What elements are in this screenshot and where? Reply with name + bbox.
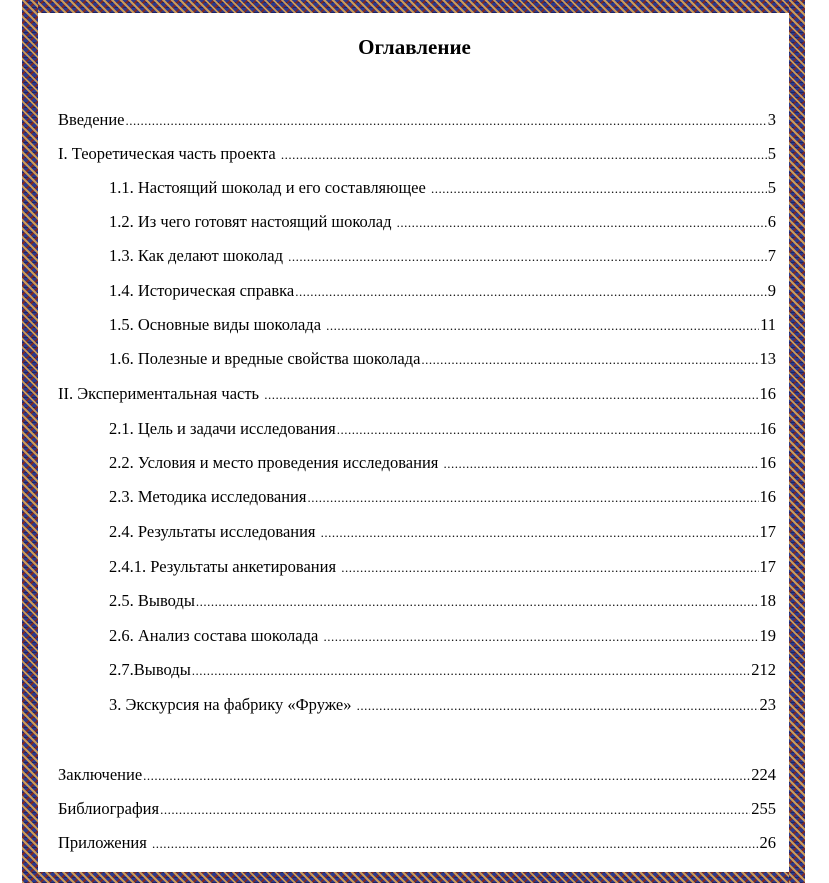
toc-entry-page: 16 [759, 453, 776, 472]
toc-entry-page: 16 [759, 384, 776, 403]
toc-entry-2-3 [109, 486, 776, 508]
toc-entry-label: 1.5. Основные виды шоколада [109, 315, 326, 334]
toc-entry-1-2 [109, 211, 776, 233]
toc-entry-label: 2.2. Условия и место проведения исследования [109, 453, 443, 472]
toc-entry-1-1 [109, 177, 776, 199]
toc-leader-dots [160, 799, 750, 821]
toc-entry-page: 255 [751, 799, 776, 818]
toc-entry-label: 2.6. Анализ состава шоколада [109, 626, 323, 645]
toc-entry-label: 2.5. Выводы [109, 591, 195, 610]
toc-leader-dots [192, 660, 750, 682]
toc-entry-introduction [58, 109, 776, 131]
toc-entry-label: 2.3. Методика исследования [109, 487, 307, 506]
toc-entry-page: 19 [759, 626, 776, 645]
toc-entry-label: I. Теоретическая часть проекта [58, 144, 280, 163]
toc-leader-dots [143, 765, 750, 787]
toc-entry-page: 17 [759, 557, 776, 576]
toc-entry-1-6 [109, 348, 776, 370]
toc-entry-label: 2.7.Выводы [109, 660, 191, 679]
toc-leader-dots [321, 522, 759, 544]
toc-entry-label: Библиография [58, 799, 160, 818]
toc-entry-2-7 [109, 659, 776, 681]
toc-leader-dots [126, 110, 767, 132]
toc-entry-label: Приложения [58, 833, 151, 852]
toc-leader-dots [431, 178, 767, 200]
toc-entry-page: 23 [759, 695, 776, 714]
toc-leader-dots [307, 487, 758, 509]
toc-entry-label: II. Экспериментальная часть [58, 384, 264, 403]
toc-entry-2-2 [109, 452, 776, 474]
toc-entry-label: 1.6. Полезные и вредные свойства шоколада [109, 349, 421, 368]
toc-entry-1-4 [109, 280, 776, 302]
toc-leader-dots [397, 212, 767, 234]
toc-entry-3 [109, 694, 776, 716]
toc-entry-page: 5 [767, 178, 776, 197]
toc-entry-page: 11 [760, 315, 776, 334]
toc-entry-label: 2.4. Результаты исследования [109, 522, 320, 541]
toc-entry-2-5 [109, 590, 776, 612]
toc-entry-label: 1.3. Как делают шоколад [109, 246, 288, 265]
toc-entry-2-4 [109, 521, 776, 543]
toc-entry-conclusion [58, 764, 776, 786]
toc-entry-2-6 [109, 625, 776, 647]
toc-leader-dots [323, 626, 758, 648]
toc-entry-bibliography [58, 798, 776, 820]
page-title: Оглавление [358, 35, 471, 59]
toc-leader-dots [444, 453, 759, 475]
toc-leader-dots [264, 384, 758, 406]
toc-leader-dots [152, 833, 759, 855]
toc-entry-page: 16 [759, 419, 776, 438]
toc-entry-page: 13 [759, 349, 776, 368]
toc-leader-dots [295, 281, 767, 303]
toc-entry-appendices [58, 832, 776, 854]
toc-leader-dots [357, 695, 759, 717]
toc-entry-label: 2.4.1. Результаты анкетирования [109, 557, 341, 576]
toc-entry-label: 1.2. Из чего готовят настоящий шоколад [109, 212, 396, 231]
toc-entry-page: 212 [751, 660, 776, 679]
toc-entry-page: 6 [767, 212, 776, 231]
toc-entry-page: 7 [767, 246, 776, 265]
toc-entry-label: 2.1. Цель и задачи исследования [109, 419, 336, 438]
toc-leader-dots [196, 591, 759, 613]
toc-leader-dots [326, 315, 759, 337]
toc-entry-page: 3 [767, 110, 776, 129]
toc-leader-dots [281, 144, 767, 166]
toc-entry-1-5 [109, 314, 776, 336]
toc-entry-page: 26 [759, 833, 776, 852]
toc-entry-page: 224 [751, 765, 776, 784]
toc-entry-2-1 [109, 418, 776, 440]
toc-leader-dots [288, 246, 767, 268]
toc-entry-page: 17 [759, 522, 776, 541]
toc-entry-2-4-1 [109, 556, 776, 578]
toc-entry-1-3 [109, 245, 776, 267]
toc-entry-label: 3. Экскурсия на фабрику «Фруже» [109, 695, 356, 714]
toc-entry-page: 16 [759, 487, 776, 506]
toc-entry-label: Заключение [58, 765, 143, 784]
toc-entry-page: 5 [767, 144, 776, 163]
toc-entry-label: Введение [58, 110, 125, 129]
toc-entry-part-1 [58, 143, 776, 165]
toc-entry-page: 9 [767, 281, 776, 300]
toc-entry-label: 1.1. Настоящий шоколад и его составляющее [109, 178, 430, 197]
toc-leader-dots [341, 557, 758, 579]
toc-entry-page: 18 [759, 591, 776, 610]
toc-entry-part-2 [58, 383, 776, 405]
toc-leader-dots [337, 419, 759, 441]
toc-leader-dots [421, 349, 758, 371]
toc-entry-label: 1.4. Историческая справка [109, 281, 295, 300]
